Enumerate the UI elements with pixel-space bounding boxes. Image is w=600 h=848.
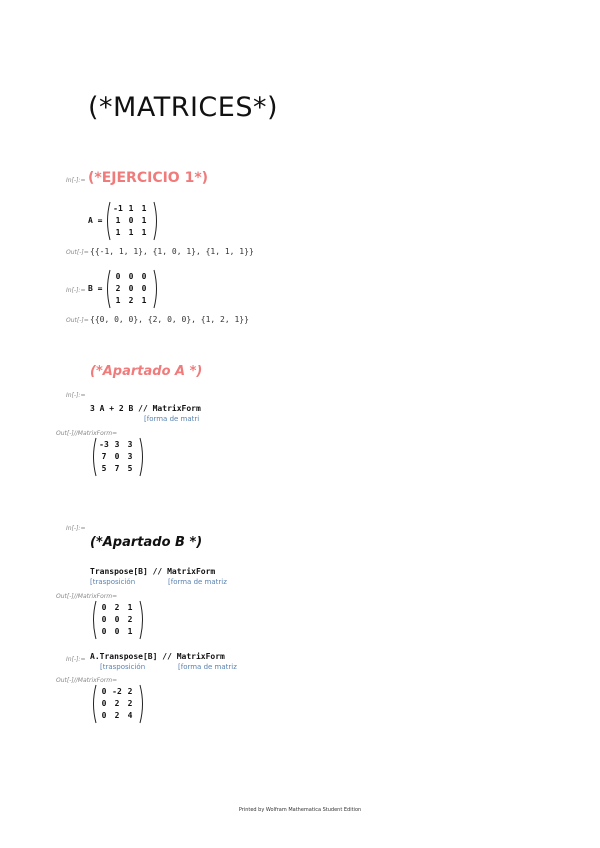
matrix-a-prefix: A = (88, 216, 103, 225)
matrix-cell: 1 (115, 296, 121, 305)
matrix-cell: 2 (127, 615, 133, 624)
matrix-cell: 0 (101, 687, 107, 696)
matrix-cell: 3 (127, 452, 133, 461)
part-b-hint-2b: [forma de matriz (178, 663, 237, 671)
matrix-cell: 0 (101, 699, 107, 708)
matrix-b-output: {{0, 0, 0}, {2, 0, 0}, {1, 2, 1}} (90, 315, 249, 324)
matrix-cell: 7 (114, 464, 120, 473)
matrix-cell: 0 (114, 452, 120, 461)
matrix-cell: 1 (127, 627, 133, 636)
matrix-cell: 1 (141, 228, 147, 237)
matrix-cell: 1 (141, 296, 147, 305)
part-b-input-1[interactable]: Transpose[B] // MatrixForm (90, 567, 216, 576)
matrix-cell: -2 (112, 687, 122, 696)
matrix-cell: 5 (127, 464, 133, 473)
left-paren (94, 438, 97, 476)
part-b-input-2[interactable]: A.Transpose[B] // MatrixForm (90, 652, 225, 661)
left-paren (94, 601, 97, 639)
left-paren (94, 685, 97, 723)
part-a-hint: [forma de matri (144, 415, 200, 423)
matrix-a-output: {{-1, 1, 1}, {1, 0, 1}, {1, 1, 1}} (90, 247, 254, 256)
matrix-cell: 7 (101, 452, 107, 461)
part-b-hint-2a: [trasposición (100, 663, 146, 671)
part-a-input[interactable]: 3 A + 2 B // MatrixForm (90, 404, 201, 413)
output-label: Out[-]= (66, 249, 89, 256)
matrix-cell: 0 (128, 216, 134, 225)
matrix-cell: 0 (101, 711, 107, 720)
part-b-heading: (*Apartado B *) (90, 535, 203, 550)
output-matrix-label: Out[-]//MatrixForm= (56, 430, 118, 437)
exercise-heading: (*EJERCICIO 1*) (88, 170, 209, 186)
part-a-heading: (*Apartado A *) (90, 364, 203, 379)
hint-text: forma de matri (146, 415, 200, 423)
matrix-cell: 0 (141, 272, 147, 281)
matrix-cell: 0 (141, 284, 147, 293)
matrix-cell: 1 (141, 216, 147, 225)
matrix-b-prefix: B = (88, 284, 103, 293)
matrix-cell: 1 (128, 228, 134, 237)
matrix-cell: 2 (115, 284, 121, 293)
page-title: (*MATRICES*) (88, 92, 279, 123)
right-paren (140, 601, 143, 639)
matrix-cell: 3 (127, 440, 133, 449)
right-paren (140, 685, 143, 723)
matrix-b-input[interactable] (104, 268, 160, 310)
matrix-cell: 2 (114, 603, 120, 612)
footer-note: Printed by Wolfram Mathematica Student Edition (238, 807, 362, 813)
matrix-cell: -3 (99, 440, 109, 449)
input-label: In[-]:= (66, 287, 86, 294)
matrix-cell: 0 (115, 272, 121, 281)
matrix-cell: 1 (115, 228, 121, 237)
matrix-cell: 0 (114, 615, 120, 624)
output-label: Out[-]= (66, 317, 89, 324)
hint-text: forma de matriz (180, 663, 237, 671)
matrix-a-input[interactable] (104, 200, 160, 242)
matrix-cell: 3 (114, 440, 120, 449)
matrix-cell: 4 (127, 711, 133, 720)
part-b-result-1 (90, 599, 146, 641)
matrix-cell: 1 (141, 204, 147, 213)
left-paren (108, 270, 111, 308)
matrix-cell: 2 (114, 699, 120, 708)
matrix-cell: 2 (114, 711, 120, 720)
hint-text: forma de matriz (170, 578, 227, 586)
matrix-cell: 1 (128, 204, 134, 213)
right-paren (154, 270, 157, 308)
matrix-cell: 2 (128, 296, 134, 305)
right-paren (154, 202, 157, 240)
part-b-hint-1b: [forma de matriz (168, 578, 227, 586)
matrix-cell: 0 (128, 284, 134, 293)
matrix-cell: 0 (101, 627, 107, 636)
input-label: In[-]:= (66, 392, 86, 399)
matrix-cell: 2 (127, 687, 133, 696)
right-paren (140, 438, 143, 476)
input-label: In[-]:= (66, 656, 86, 663)
matrix-cell: 0 (114, 627, 120, 636)
part-a-result (90, 436, 146, 478)
output-matrix-label: Out[-]//MatrixForm= (56, 677, 118, 684)
output-matrix-label: Out[-]//MatrixForm= (56, 593, 118, 600)
input-label: In[-]:= (66, 177, 86, 184)
hint-text: trasposición (102, 663, 146, 671)
matrix-cell: 0 (128, 272, 134, 281)
matrix-cell: 2 (127, 699, 133, 708)
matrix-cell: 1 (127, 603, 133, 612)
input-label: In[-]:= (66, 525, 86, 532)
left-paren (108, 202, 111, 240)
matrix-cell: -1 (113, 204, 123, 213)
part-b-hint-1a: [trasposición (90, 578, 136, 586)
matrix-cell: 1 (115, 216, 121, 225)
matrix-cell: 0 (101, 615, 107, 624)
matrix-cell: 0 (101, 603, 107, 612)
hint-text: trasposición (92, 578, 136, 586)
part-b-result-2 (90, 683, 146, 725)
matrix-cell: 5 (101, 464, 107, 473)
